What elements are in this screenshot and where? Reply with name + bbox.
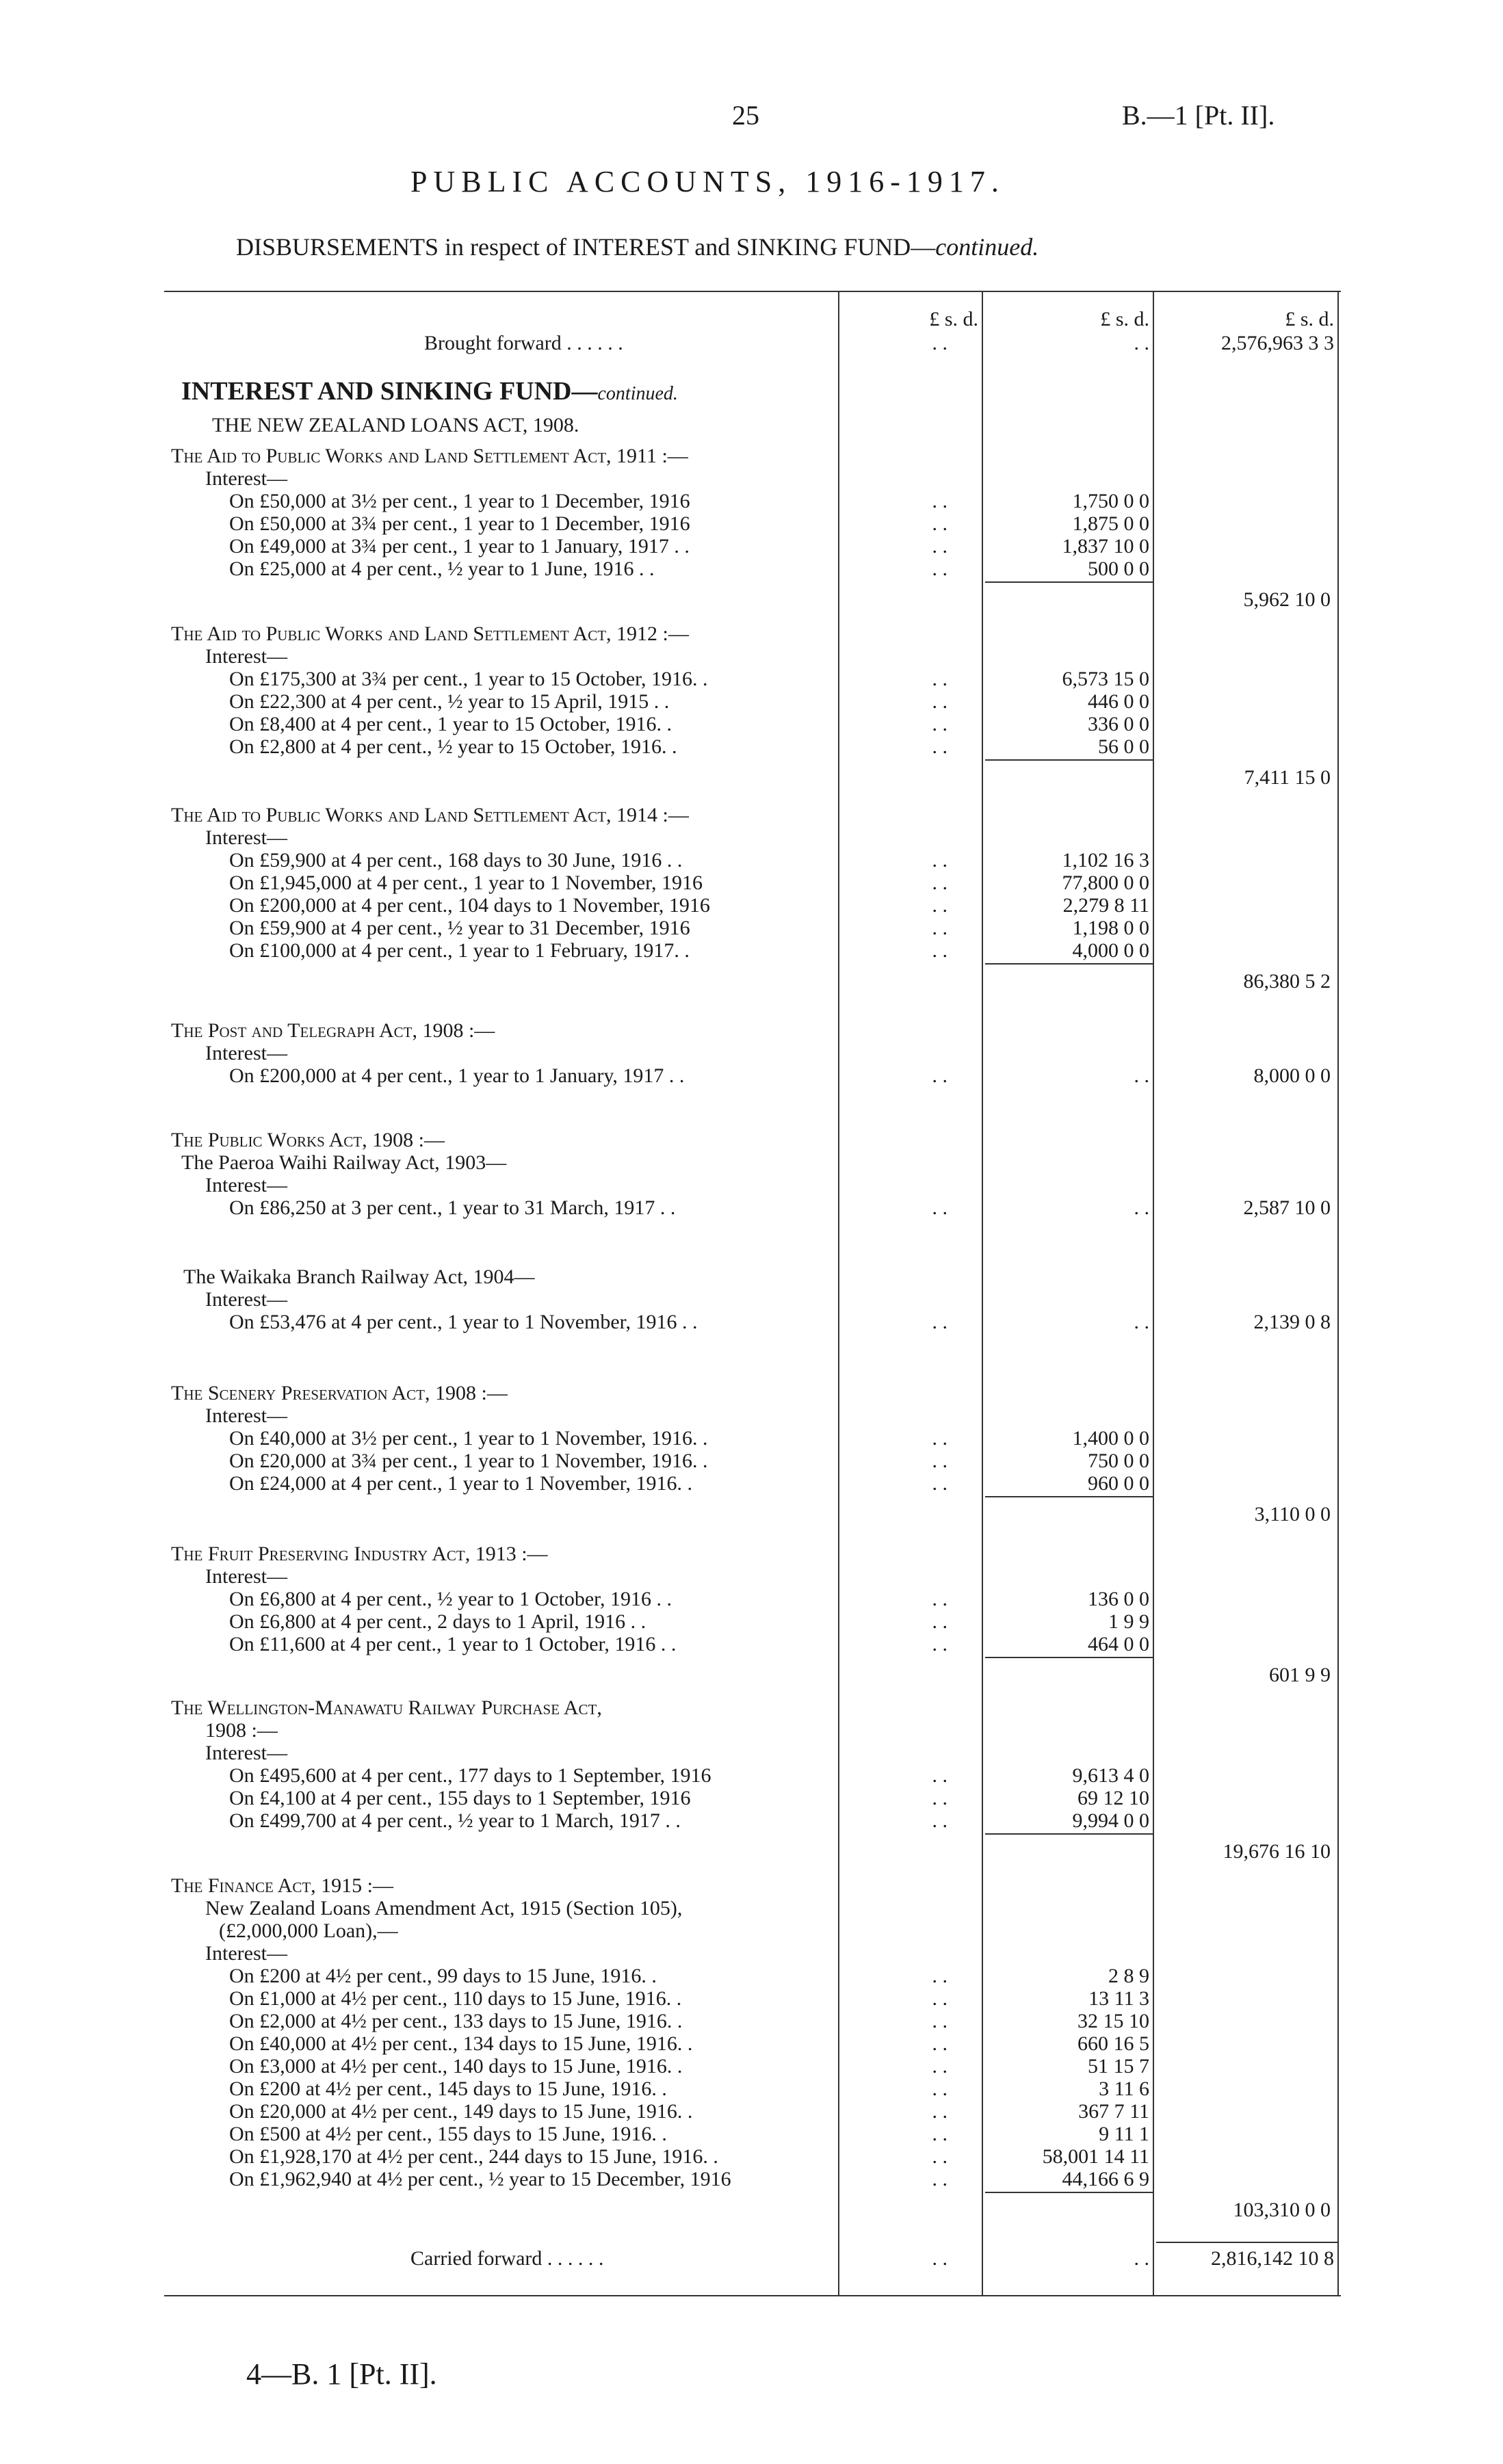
interest-line-item: On £11,600 at 4 per cent., 1 year to 1 October, 1916 . . [229, 1633, 677, 1655]
item-column-1: . . [932, 1450, 947, 1472]
item-amount: 500 0 0 [1088, 558, 1149, 580]
item-amount: 51 15 7 [1088, 2055, 1149, 2078]
item-amount: 44,166 6 9 [1062, 2168, 1149, 2190]
item-amount: 77,800 0 0 [1062, 871, 1149, 894]
group-total: 86,380 5 2 [1243, 970, 1331, 993]
item-column-1: . . [932, 2168, 947, 2190]
subtotal-rule [985, 963, 1153, 965]
footer-reference: 4—B. 1 [Pt. II]. [246, 2357, 437, 2391]
item-amount: 750 0 0 [1088, 1450, 1149, 1472]
interest-line-item: On £6,800 at 4 per cent., 2 days to 1 April, 1916 . . [229, 1610, 646, 1633]
item-column-1: . . [932, 1196, 947, 1219]
item-amount: 136 0 0 [1088, 1588, 1149, 1610]
carried-forward-rule [1156, 2242, 1337, 2243]
interest-line-item: On £50,000 at 3¾ per cent., 1 year to 1 December, 1916 [229, 512, 690, 535]
document-reference: B.—1 [Pt. II]. [1122, 100, 1275, 131]
interest-label: Interest— [205, 1404, 287, 1427]
interest-line-item: On £40,000 at 3½ per cent., 1 year to 1 November, 1916. . [229, 1427, 708, 1450]
item-column-1: . . [932, 1472, 947, 1495]
item-amount: 960 0 0 [1088, 1472, 1149, 1495]
brought-forward-total: 2,576,963 3 3 [1221, 332, 1334, 354]
item-amount: 9 11 1 [1099, 2123, 1149, 2145]
group-total: 7,411 15 0 [1244, 766, 1331, 789]
interest-line-item: On £500 at 4½ per cent., 155 days to 15 June, 1916. . [229, 2123, 667, 2145]
interest-line-item: On £200 at 4½ per cent., 145 days to 15 June, 1916. . [229, 2078, 667, 2100]
act-title: The Fruit Preserving Industry Act, 1913 :— [171, 1543, 548, 1565]
interest-label: Interest— [205, 467, 287, 490]
subtotal-rule [985, 1496, 1153, 1497]
interest-line-item: On £1,928,170 at 4½ per cent., 244 days to 15 June, 1916. . [229, 2145, 718, 2168]
interest-line-item: On £4,100 at 4 per cent., 155 days to 1 September, 1916 [229, 1787, 691, 1809]
item-amount: 6,573 15 0 [1062, 668, 1149, 690]
item-column-2: . . [1134, 1064, 1149, 1087]
item-amount: 1,400 0 0 [1072, 1427, 1149, 1450]
item-column-1: . . [932, 2010, 947, 2032]
interest-line-item: On £175,300 at 3¾ per cent., 1 year to 15 October, 1916. . [229, 668, 708, 690]
table-bottom-rule [164, 2295, 1341, 2296]
act-title: The Aid to Public Works and Land Settlement Act, 1914 :— [171, 804, 689, 826]
act-title: The Scenery Preservation Act, 1908 :— [171, 1382, 508, 1404]
interest-line-item: On £200 at 4½ per cent., 99 days to 15 June, 1916. . [229, 1965, 657, 1987]
item-amount: 1,875 0 0 [1072, 512, 1149, 535]
subtotal-rule [985, 1657, 1153, 1658]
column-rule-4 [1337, 291, 1339, 2295]
item-column-1: . . [932, 2145, 947, 2168]
item-column-1: . . [932, 1311, 947, 1333]
item-column-1: . . [932, 2078, 947, 2100]
item-column-1: . . [932, 1633, 947, 1655]
item-amount: 2 8 9 [1108, 1965, 1149, 1987]
interest-label: Interest— [205, 1565, 287, 1588]
interest-line-item: On £86,250 at 3 per cent., 1 year to 31 March, 1917 . . [229, 1196, 676, 1219]
brought-forward-c2: . . [1134, 332, 1149, 354]
item-column-1: . . [932, 1965, 947, 1987]
group-total: 103,310 0 0 [1233, 2199, 1331, 2221]
interest-label: Interest— [205, 645, 287, 668]
column-header-1: £ s. d. [929, 308, 978, 330]
item-amount: 13 11 3 [1088, 1987, 1149, 2010]
interest-line-item: On £2,000 at 4½ per cent., 133 days to 15 June, 1916. . [229, 2010, 683, 2032]
item-amount: 4,000 0 0 [1072, 939, 1149, 962]
item-amount: 9,613 4 0 [1072, 1764, 1149, 1787]
item-amount: 336 0 0 [1088, 713, 1149, 735]
act-title-line: (£2,000,000 Loan),— [219, 1919, 398, 1942]
act-title-line: 1908 :— [205, 1719, 278, 1742]
interest-line-item: On £200,000 at 4 per cent., 104 days to 1 November, 1916 [229, 894, 710, 917]
subtotal-rule [985, 2192, 1153, 2193]
interest-line-item: On £49,000 at 3¾ per cent., 1 year to 1 January, 1917 . . [229, 535, 690, 558]
carried-forward-label: Carried forward . . . . . . [410, 2247, 604, 2270]
interest-line-item: On £59,900 at 4 per cent., ½ year to 31 December, 1916 [229, 917, 690, 939]
interest-line-item: On £1,000 at 4½ per cent., 110 days to 15 June, 1916. . [229, 1987, 682, 2010]
item-column-1: . . [932, 1610, 947, 1633]
interest-line-item: On £25,000 at 4 per cent., ½ year to 1 June, 1916 . . [229, 558, 655, 580]
act-title: The Aid to Public Works and Land Settlement Act, 1912 :— [171, 622, 689, 645]
brought-forward-label: Brought forward . . . . . . [424, 332, 623, 354]
carried-forward-c1: . . [932, 2247, 947, 2270]
item-column-1: . . [932, 1588, 947, 1610]
interest-line-item: On £20,000 at 3¾ per cent., 1 year to 1 November, 1916. . [229, 1450, 708, 1472]
subtitle-continued: continued. [935, 233, 1039, 261]
item-column-1: . . [932, 1064, 947, 1087]
group-total: 2,587 10 0 [1243, 1196, 1331, 1219]
group-total: 5,962 10 0 [1243, 588, 1331, 611]
item-column-1: . . [932, 2055, 947, 2078]
interest-line-item: On £40,000 at 4½ per cent., 134 days to 15 June, 1916. . [229, 2032, 693, 2055]
item-column-1: . . [932, 894, 947, 917]
item-column-1: . . [932, 1809, 947, 1832]
item-column-1: . . [932, 1787, 947, 1809]
subtotal-rule [985, 581, 1153, 583]
section-heading-main: INTEREST AND SINKING FUND— [181, 377, 598, 406]
item-column-1: . . [932, 735, 947, 758]
subtotal-rule [985, 759, 1153, 761]
carried-forward-c2: . . [1134, 2247, 1149, 2270]
item-amount: 660 16 5 [1077, 2032, 1149, 2055]
item-amount: 32 15 10 [1077, 2010, 1149, 2032]
item-amount: 1,198 0 0 [1072, 917, 1149, 939]
column-rule-1 [838, 291, 839, 2295]
item-column-1: . . [932, 490, 947, 512]
item-column-1: . . [932, 668, 947, 690]
page-title: PUBLIC ACCOUNTS, 1916-1917. [410, 165, 1005, 198]
group-total: 8,000 0 0 [1253, 1064, 1331, 1087]
act-heading: THE NEW ZEALAND LOANS ACT, 1908. [212, 414, 579, 436]
group-total: 2,139 0 8 [1253, 1311, 1331, 1333]
interest-label: Interest— [205, 1288, 287, 1311]
item-column-1: . . [932, 512, 947, 535]
column-rule-2 [982, 291, 983, 2295]
column-header-2: £ s. d. [1100, 308, 1149, 330]
item-column-1: . . [932, 917, 947, 939]
interest-label: Interest— [205, 1174, 287, 1196]
act-title: The Wellington-Manawatu Railway Purchase Act, [171, 1696, 602, 1719]
item-amount: 1,837 10 0 [1062, 535, 1149, 558]
item-column-1: . . [932, 871, 947, 894]
group-total: 601 9 9 [1269, 1664, 1331, 1686]
item-column-1: . . [932, 2123, 947, 2145]
interest-line-item: On £24,000 at 4 per cent., 1 year to 1 November, 1916. . [229, 1472, 692, 1495]
interest-line-item: On £3,000 at 4½ per cent., 140 days to 15 June, 1916. . [229, 2055, 683, 2078]
item-amount: 56 0 0 [1098, 735, 1149, 758]
item-column-1: . . [932, 2032, 947, 2055]
item-amount: 69 12 10 [1077, 1787, 1149, 1809]
item-amount: 1 9 9 [1108, 1610, 1149, 1633]
item-column-1: . . [932, 2100, 947, 2123]
interest-line-item: On £2,800 at 4 per cent., ½ year to 15 October, 1916. . [229, 735, 677, 758]
item-column-1: . . [932, 849, 947, 871]
page-number: 25 [732, 100, 759, 131]
act-title: The Public Works Act, 1908 :— [171, 1129, 445, 1151]
item-amount: 1,750 0 0 [1072, 490, 1149, 512]
item-column-1: . . [932, 535, 947, 558]
act-subtitle: The Paeroa Waihi Railway Act, 1903— [181, 1151, 507, 1174]
interest-line-item: On £22,300 at 4 per cent., ½ year to 15 April, 1915 . . [229, 690, 670, 713]
act-title: The Waikaka Branch Railway Act, 1904— [183, 1266, 535, 1288]
interest-line-item: On £59,900 at 4 per cent., 168 days to 30 June, 1916 . . [229, 849, 683, 871]
item-column-1: . . [932, 558, 947, 580]
interest-line-item: On £6,800 at 4 per cent., ½ year to 1 October, 1916 . . [229, 1588, 672, 1610]
interest-line-item: On £8,400 at 4 per cent., 1 year to 15 October, 1916. . [229, 713, 672, 735]
interest-line-item: On £20,000 at 4½ per cent., 149 days to 15 June, 1916. . [229, 2100, 693, 2123]
table-top-rule [164, 291, 1341, 292]
group-total: 19,676 16 10 [1223, 1840, 1331, 1863]
interest-label: Interest— [205, 1742, 287, 1764]
item-amount: 2,279 8 11 [1062, 894, 1149, 917]
item-column-1: . . [932, 939, 947, 962]
section-heading-continued: continued. [597, 383, 678, 404]
act-title: The Finance Act, 1915 :— [171, 1874, 394, 1897]
act-title-line: New Zealand Loans Amendment Act, 1915 (Section 105), [205, 1897, 683, 1919]
interest-line-item: On £53,476 at 4 per cent., 1 year to 1 November, 1916 . . [229, 1311, 698, 1333]
item-amount: 464 0 0 [1088, 1633, 1149, 1655]
item-column-1: . . [932, 1764, 947, 1787]
interest-label: Interest— [205, 1042, 287, 1064]
item-column-1: . . [932, 713, 947, 735]
item-column-2: . . [1134, 1311, 1149, 1333]
column-header-3: £ s. d. [1285, 308, 1334, 330]
interest-line-item: On £495,600 at 4 per cent., 177 days to 1 September, 1916 [229, 1764, 711, 1787]
item-amount: 9,994 0 0 [1072, 1809, 1149, 1832]
brought-forward-c1: . . [932, 332, 947, 354]
subtitle-main: DISBURSEMENTS in respect of INTEREST and SINKING FUND— [236, 233, 936, 261]
act-title: The Aid to Public Works and Land Settlement Act, 1911 :— [171, 445, 688, 467]
item-column-1: . . [932, 1427, 947, 1450]
interest-label: Interest— [205, 826, 287, 849]
item-column-1: . . [932, 1987, 947, 2010]
item-column-2: . . [1134, 1196, 1149, 1219]
column-rule-3 [1153, 291, 1154, 2295]
interest-line-item: On £1,962,940 at 4½ per cent., ½ year to 15 December, 1916 [229, 2168, 731, 2190]
section-heading [181, 376, 678, 406]
interest-line-item: On £100,000 at 4 per cent., 1 year to 1 February, 1917. . [229, 939, 690, 962]
group-total: 3,110 0 0 [1254, 1503, 1331, 1525]
interest-line-item: On £1,945,000 at 4 per cent., 1 year to 1 November, 1916 [229, 871, 703, 894]
carried-forward-total: 2,816,142 10 8 [1211, 2247, 1334, 2270]
item-amount: 446 0 0 [1088, 690, 1149, 713]
act-title: The Post and Telegraph Act, 1908 :— [171, 1019, 495, 1042]
item-amount: 3 11 6 [1099, 2078, 1149, 2100]
interest-line-item: On £50,000 at 3½ per cent., 1 year to 1 December, 1916 [229, 490, 690, 512]
item-amount: 1,102 16 3 [1062, 849, 1149, 871]
interest-line-item: On £200,000 at 4 per cent., 1 year to 1 January, 1917 . . [229, 1064, 685, 1087]
interest-label: Interest— [205, 1942, 287, 1965]
item-column-1: . . [932, 690, 947, 713]
interest-line-item: On £499,700 at 4 per cent., ½ year to 1 March, 1917 . . [229, 1809, 681, 1832]
item-amount: 58,001 14 11 [1042, 2145, 1149, 2168]
item-amount: 367 7 11 [1078, 2100, 1149, 2123]
subtotal-rule [985, 1833, 1153, 1835]
